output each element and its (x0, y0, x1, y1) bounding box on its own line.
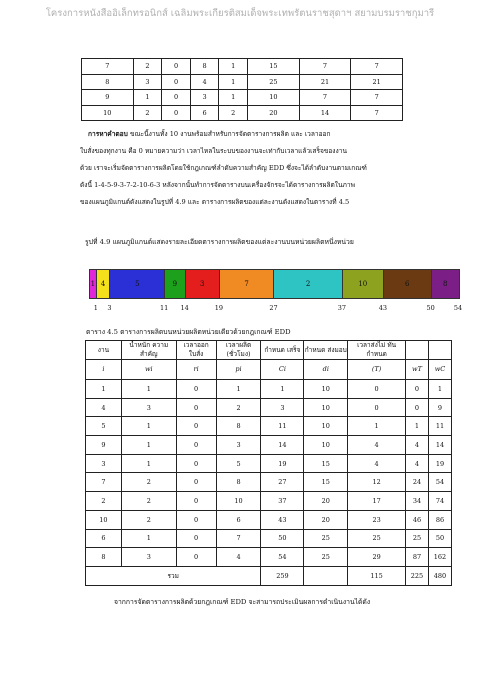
table-cell: 6 (86, 529, 122, 548)
table-cell: 25 (304, 548, 348, 567)
table-cell: 4 (348, 454, 406, 473)
table-cell: 10 (304, 436, 348, 455)
paragraph-line-5: ของแผนภูมิแกนต์ดังแสดงในรูปที่ 4.9 และ ตารางการผลิตของแต่ละงานดังแสดงในตารางที่ 4.5 (80, 198, 350, 206)
table-cell: 8 (86, 548, 122, 567)
table-cell: 12 (348, 473, 406, 492)
edd-schedule-table (85, 340, 452, 586)
table-cell: 34 (406, 492, 429, 511)
table-cell: 25 (248, 74, 300, 90)
table-cell: 0 (348, 398, 406, 417)
gantt-tick-label: 14 (180, 304, 189, 312)
table-cell: 8 (216, 417, 261, 436)
table-cell: 7 (299, 90, 351, 106)
table-cell: 10 (304, 398, 348, 417)
table-cell: 2 (216, 398, 261, 417)
table-cell: 1 (406, 417, 429, 436)
column-symbol: wC (428, 360, 451, 380)
table-cell: 7 (216, 529, 261, 548)
table-cell: 9 (86, 436, 122, 455)
column-symbol: wi (121, 360, 176, 380)
table-cell: 1 (428, 380, 451, 399)
table-cell: 2 (121, 473, 176, 492)
paragraph-text: ขณะนี้งานทั้ง 10 งานพร้อมสำหรับการจัดตารางการผลิต และ เวลาออก (129, 130, 331, 138)
table-cell: 5 (216, 454, 261, 473)
table-cell: 3 (121, 398, 176, 417)
table-cell: 4 (406, 436, 429, 455)
table-cell: 9 (82, 90, 134, 106)
table-cell: 20 (304, 510, 348, 529)
gantt-job-6: 6 (384, 270, 432, 298)
table-cell: 15 (248, 59, 300, 75)
table-cell: 1 (261, 380, 304, 399)
table-cell: 1 (121, 380, 176, 399)
column-header: น้ำหนัก ความสำคัญ (121, 341, 176, 360)
total-weighted-completion: 480 (428, 566, 451, 585)
table-cell: 1 (133, 90, 162, 106)
table-cell: 74 (428, 492, 451, 511)
table-cell: 1 (219, 90, 248, 106)
total-label: รวม (86, 566, 261, 585)
table-cell: 19 (261, 454, 304, 473)
table-cell: 1 (121, 454, 176, 473)
paragraph-line-1 (88, 126, 408, 143)
column-symbol: ri (176, 360, 216, 380)
table-cell: 2 (219, 105, 248, 121)
table-cell: 50 (261, 529, 304, 548)
column-header: เวลาส่งไม่ ทันกำหนด (348, 341, 406, 360)
table-cell: 25 (406, 529, 429, 548)
table-row (82, 59, 403, 75)
table-row (86, 417, 452, 436)
gantt-tick-label: 50 (426, 304, 435, 312)
table-cell: 0 (176, 454, 216, 473)
table-cell: 11 (261, 417, 304, 436)
table-cell: 0 (162, 74, 191, 90)
table-cell: 14 (261, 436, 304, 455)
column-header: งาน (86, 341, 122, 360)
gantt-tick-label: 27 (269, 304, 278, 312)
figure-caption: รูปที่ 4.9 แผนภูมิแกนต์แสดงรายละเอียดตารางการผลิตของแต่ละงานบนหน่วยผลิตหนึ่งหน่วย (85, 238, 354, 246)
table-cell: 10 (304, 417, 348, 436)
table-cell: 14 (428, 436, 451, 455)
table-cell: 86 (428, 510, 451, 529)
page-header: โครงการหนังสืออิเล็กทรอนิกส์ เฉลิมพระเกียรติสมเด็จพระเทพรัตนราชสุดาฯ สยามบรมราชกุมารี (45, 8, 435, 19)
column-symbol: (T) (348, 360, 406, 380)
gantt-tick-label: 11 (160, 304, 169, 312)
table-cell: 8 (82, 74, 134, 90)
table-cell: 8 (216, 473, 261, 492)
table-cell: 10 (216, 492, 261, 511)
paragraph-bold-lead: การหาคำตอบ (88, 130, 128, 138)
table-cell: 87 (406, 548, 429, 567)
column-header: เวลาออก ใบสั่ง (176, 341, 216, 360)
table-cell: 7 (351, 90, 403, 106)
table-cell: 2 (86, 492, 122, 511)
table-cell: 1 (121, 436, 176, 455)
table-cell: 0 (162, 90, 191, 106)
paragraph-line-2: ใบสั่งของทุกงาน คือ 0 หมายความว่า เวลาไหลในระบบของงานจะเท่ากับเวลาแล้วเสร็จของงาน (80, 147, 347, 155)
table-cell: 3 (261, 398, 304, 417)
table-cell: 162 (428, 548, 451, 567)
paragraph-line-4: ดังนี้ 1-4-5-9-3-7-2-10-6-3 หลังจากนั้นทำการจัดตารางบนเครื่องจักรจะได้ตารางการผลิตในภาพ (80, 181, 355, 189)
table-cell: 29 (348, 548, 406, 567)
table-cell: 1 (121, 417, 176, 436)
table-cell: 2 (121, 492, 176, 511)
table-cell: 11 (428, 417, 451, 436)
table-cell: 4 (86, 398, 122, 417)
total-row (86, 566, 452, 585)
gantt-chart (89, 269, 460, 299)
table-cell: 6 (216, 510, 261, 529)
table-cell: 0 (176, 473, 216, 492)
table-cell: 0 (176, 510, 216, 529)
table-cell: 54 (261, 548, 304, 567)
table-cell: 15 (304, 473, 348, 492)
table-cell: 46 (406, 510, 429, 529)
gantt-tick-label: 43 (378, 304, 387, 312)
table-cell: 1 (348, 417, 406, 436)
gantt-job-1: 1 (90, 270, 97, 298)
table-cell: 0 (406, 380, 429, 399)
table-cell: 0 (176, 380, 216, 399)
table-cell: 25 (348, 529, 406, 548)
table-cell: 7 (82, 59, 134, 75)
gantt-job-4: 4 (97, 270, 111, 298)
table-row (82, 90, 403, 106)
table-cell: 0 (176, 417, 216, 436)
table-row (82, 105, 403, 121)
column-symbol: Ci (261, 360, 304, 380)
table-row (86, 510, 452, 529)
table-row (82, 74, 403, 90)
table-cell: 7 (351, 105, 403, 121)
total-weighted-tardiness: 225 (406, 566, 429, 585)
table-cell: 37 (261, 492, 304, 511)
table-cell: 1 (121, 529, 176, 548)
table-cell: 1 (219, 59, 248, 75)
table-cell: 21 (299, 74, 351, 90)
table-cell: 10 (82, 105, 134, 121)
table-cell: 4 (348, 436, 406, 455)
table-cell: 20 (304, 492, 348, 511)
table-row (86, 473, 452, 492)
table-cell: 1 (219, 74, 248, 90)
closing-text: จากการจัดตารางการผลิตด้วยกฎเกณฑ์ EDD จะสามารถประเมินผลการดำเนินงานได้ดัง (114, 598, 371, 606)
table-cell: 50 (428, 529, 451, 548)
table-cell: 6 (190, 105, 219, 121)
column-symbol: i (86, 360, 122, 380)
table-row (86, 454, 452, 473)
gantt-job-2: 2 (274, 270, 342, 298)
table-caption: ตาราง 4.5 ตารางการผลิตบนหน่วยผลิตหน่วยเดียวด้วยกฎเกณฑ์ EDD (86, 328, 291, 336)
table-cell: 0 (406, 398, 429, 417)
table-cell: 8 (190, 59, 219, 75)
table-cell: 9 (428, 398, 451, 417)
column-symbol: pi (216, 360, 261, 380)
table-cell: 3 (86, 454, 122, 473)
column-header: กำหนด ส่งมอบ (304, 341, 348, 360)
table-cell: 3 (190, 90, 219, 106)
table-cell: 4 (406, 454, 429, 473)
table-cell: 0 (176, 529, 216, 548)
gantt-tick-label: 19 (214, 304, 223, 312)
gantt-tick-label: 3 (107, 304, 112, 312)
table-cell: 0 (176, 436, 216, 455)
table-row (86, 529, 452, 548)
symbol-row (86, 360, 452, 380)
table-cell: 7 (86, 473, 122, 492)
column-header: กำหนด เสร็จ (261, 341, 304, 360)
table-cell: 2 (133, 105, 162, 121)
column-header: เวลาผลิต (ชั่วโมง) (216, 341, 261, 360)
table-row (86, 380, 452, 399)
table-cell: 17 (348, 492, 406, 511)
table-cell: 7 (351, 59, 403, 75)
gantt-job-3: 3 (186, 270, 220, 298)
table-cell: 0 (162, 105, 191, 121)
column-header (428, 341, 451, 360)
gantt-job-9: 9 (165, 270, 186, 298)
total-tardiness: 115 (348, 566, 406, 585)
paragraph-line-3: ด้วย เราจะเริ่มจัดตารางการผลิตโดยใช้กฎเกณฑ์ลำดับความสำคัญ EDD ซึ่งจะได้ลำดับงานตามเกณฑ์ (80, 164, 367, 172)
solution-paragraph (80, 126, 408, 211)
header-row (86, 341, 452, 360)
table-cell: 7 (299, 59, 351, 75)
table-cell: 27 (261, 473, 304, 492)
table-cell: 10 (86, 510, 122, 529)
table-row (86, 436, 452, 455)
table-cell: 0 (162, 59, 191, 75)
top-data-table (81, 58, 403, 121)
table-row (86, 548, 452, 567)
table-cell: 14 (299, 105, 351, 121)
table-cell: 23 (348, 510, 406, 529)
table-cell: 3 (121, 548, 176, 567)
table-cell: 4 (216, 548, 261, 567)
total-completion: 259 (261, 566, 304, 585)
table-cell: 19 (428, 454, 451, 473)
table-cell: 10 (304, 380, 348, 399)
table-cell: 43 (261, 510, 304, 529)
column-symbol: di (304, 360, 348, 380)
total-empty-cell (304, 566, 348, 585)
table-cell: 3 (133, 74, 162, 90)
table-cell: 5 (86, 417, 122, 436)
table-cell: 4 (190, 74, 219, 90)
gantt-axis-ticks (0, 304, 480, 314)
table-cell: 1 (216, 380, 261, 399)
table-cell: 0 (176, 398, 216, 417)
table-cell: 1 (86, 380, 122, 399)
table-cell: 2 (121, 510, 176, 529)
table-cell: 21 (351, 74, 403, 90)
table-cell: 0 (176, 492, 216, 511)
gantt-job-7: 7 (220, 270, 275, 298)
table-row (86, 398, 452, 417)
table-cell: 3 (216, 436, 261, 455)
gantt-job-5: 5 (110, 270, 165, 298)
table-cell: 0 (176, 548, 216, 567)
table-cell: 0 (348, 380, 406, 399)
column-header (406, 341, 429, 360)
table-cell: 54 (428, 473, 451, 492)
table-cell: 10 (248, 90, 300, 106)
table-row (86, 492, 452, 511)
gantt-job-8: 8 (432, 270, 459, 298)
table-cell: 20 (248, 105, 300, 121)
gantt-tick-label: 54 (453, 304, 463, 312)
gantt-job-10: 10 (343, 270, 384, 298)
table-cell: 15 (304, 454, 348, 473)
table-cell: 25 (304, 529, 348, 548)
gantt-tick-label: 1 (93, 304, 98, 312)
table-cell: 24 (406, 473, 429, 492)
table-cell: 2 (133, 59, 162, 75)
column-symbol: wT (406, 360, 429, 380)
gantt-tick-label: 37 (337, 304, 346, 312)
